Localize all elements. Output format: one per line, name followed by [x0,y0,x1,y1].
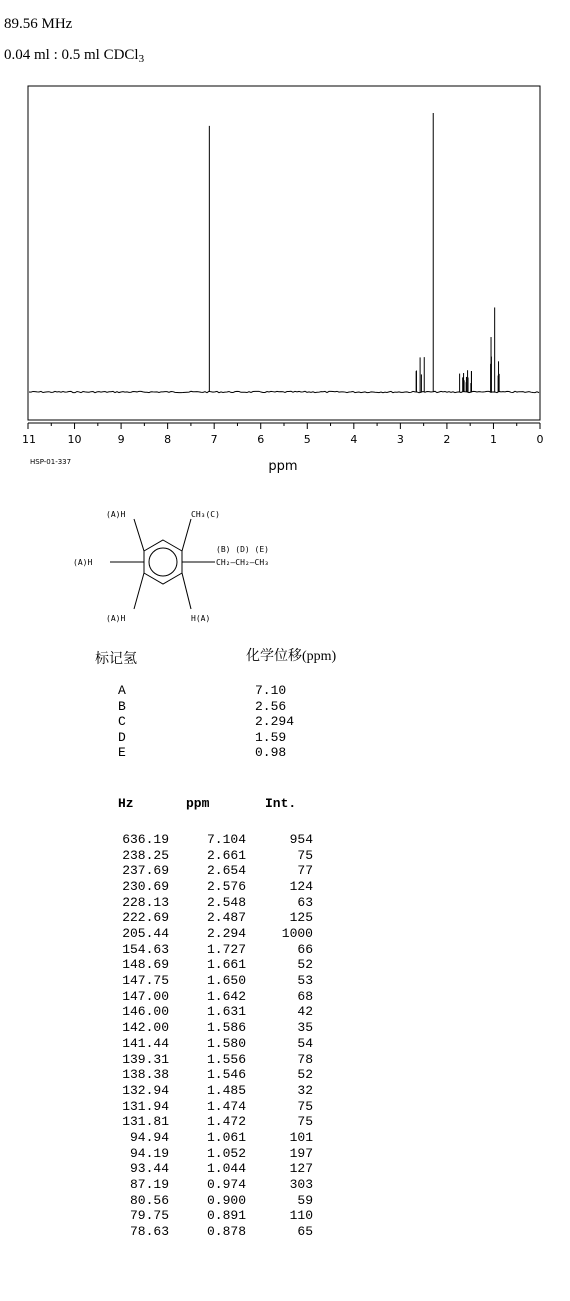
peak-hz: 138.38 [122,1067,169,1083]
peak-int: 954 [289,832,313,847]
axis-ticks [22,423,544,446]
peak-ppm: 0.974 [206,1176,246,1192]
shift-row-label: C [118,714,126,730]
sample-subscript: 3 [138,53,145,65]
peak-int: 125 [289,910,313,926]
peak-ppm: 1.727 [206,941,246,957]
peak-table-header-ppm: ppm [186,796,210,811]
x-tick-label: 0 [536,433,544,446]
peak-ppm: 1.631 [206,1004,246,1020]
benzene-ring [110,519,215,609]
x-tick-label: 2 [443,433,451,446]
peak-hz: 146.00 [122,1004,169,1020]
peak-int: 54 [297,1035,313,1051]
peak-int: 42 [297,1004,313,1020]
peak-ppm: 1.044 [206,1161,246,1177]
x-tick-label: 11 [22,433,36,446]
peak-int: 127 [289,1161,313,1177]
h-label-bottom-left: (A)H [106,614,126,623]
peak-ppm: 1.586 [206,1020,246,1036]
peak-int: 66 [297,941,313,957]
peak-hz: 237.69 [122,863,169,879]
x-tick-label: 8 [164,433,172,446]
shift-row-value: 1.59 [255,729,287,745]
chain-letters: (B) (D) (E) [216,545,269,554]
peak-hz: 222.69 [122,910,169,926]
peak-ppm: 7.104 [206,832,246,847]
peak-int: 110 [289,1208,313,1224]
peak-hz: 228.13 [122,894,169,910]
peak-int: 63 [297,894,313,910]
x-tick-label: 7 [210,433,218,446]
peak-hz: 230.69 [122,879,169,895]
peak-ppm: 1.052 [206,1145,246,1161]
peak-hz: 87.19 [129,1176,169,1192]
peak-ppm: 2.654 [206,863,246,879]
peak-hz: 78.63 [129,1224,169,1239]
peak-int: 197 [289,1145,313,1161]
sample-text: 0.04 ml : 0.5 ml CDCl [4,47,139,63]
peak-ppm: 0.900 [206,1192,246,1208]
h-label-top-left: (A)H [106,510,126,519]
x-tick-label: 5 [303,433,311,446]
peak-ppm: 1.546 [206,1067,246,1083]
peak-hz: 636.19 [122,832,169,847]
peak-int: 77 [297,863,313,879]
shift-row-value: 7.10 [255,683,287,698]
peak-ppm: 2.487 [206,910,246,926]
shift-table-header-label: 标记氢 [95,652,137,667]
x-tick-label: 1 [489,433,497,446]
peak-ppm: 1.472 [206,1114,246,1130]
peak-hz: 238.25 [122,847,169,863]
peak-hz: 147.75 [122,973,169,989]
peak-hz: 139.31 [122,1051,169,1067]
shift-row-value: 0.98 [255,745,287,761]
peak-int: 75 [297,847,313,863]
shift-row-value: 2.56 [255,698,287,714]
peak-ppm: 1.580 [206,1035,246,1051]
peak-int: 32 [297,1082,313,1098]
peak-int: 1000 [281,926,313,942]
peak-ppm: 0.878 [206,1224,246,1239]
peak-int: 59 [297,1192,313,1208]
ch3-label: CH₃(C) [191,510,220,519]
peak-hz: 147.00 [122,988,169,1004]
shift-row-label: B [118,698,126,714]
propyl-chain: CH₂—CH₂—CH₃ [216,558,269,567]
peak-ppm: 1.650 [206,973,246,989]
peak-int: 75 [297,1114,313,1130]
peak-int: 52 [297,957,313,973]
spectrum-id: HSP-01-337 [30,458,72,466]
peak-ppm: 2.548 [206,894,246,910]
peak-ppm: 0.891 [206,1208,246,1224]
peak-ppm: 1.485 [206,1082,246,1098]
shift-table-header-shift: 化学位移(ppm) [246,649,337,664]
peak-hz: 154.63 [122,941,169,957]
peak-int: 52 [297,1067,313,1083]
shift-row-label: D [118,729,126,745]
x-tick-label: 3 [396,433,404,446]
peak-int: 75 [297,1098,313,1114]
peak-hz: 94.94 [129,1129,169,1145]
peak-int: 35 [297,1020,313,1036]
peak-ppm: 1.061 [206,1129,246,1145]
peak-table-header-int: Int. [265,796,297,811]
shift-row-label: E [118,745,126,761]
shift-row-label: A [118,683,126,698]
sample-concentration [4,47,144,64]
shift-row-value: 2.294 [255,714,295,730]
peak-hz: 131.94 [122,1098,169,1114]
peak-ppm: 2.294 [206,926,246,942]
peak-int: 78 [297,1051,313,1067]
x-tick-label: 4 [350,433,358,446]
x-tick-label: 6 [257,433,265,446]
peak-ppm: 1.474 [206,1098,246,1114]
x-tick-label: 9 [117,433,125,446]
peak-int: 101 [289,1129,313,1145]
h-label-bottom-right: H(A) [191,614,211,623]
peak-hz: 79.75 [129,1208,169,1224]
peak-hz: 141.44 [122,1035,169,1051]
peak-int: 65 [297,1224,313,1239]
peak-ppm: 2.661 [206,847,246,863]
x-tick-label: 10 [67,433,82,446]
plot-frame [28,86,540,420]
peak-int: 124 [289,879,313,895]
h-label-left: (A)H [73,558,93,567]
peak-ppm: 2.576 [206,879,246,895]
peak-ppm: 1.661 [206,957,246,973]
x-axis-label: ppm [268,459,298,474]
peak-hz: 80.56 [129,1192,169,1208]
peak-int: 303 [289,1176,313,1192]
peak-int: 68 [297,988,313,1004]
peak-hz: 131.81 [122,1114,169,1130]
peak-ppm: 1.556 [206,1051,246,1067]
peak-hz: 94.19 [129,1145,169,1161]
spectrometer-frequency: 89.56 MHz [4,16,73,32]
peak-hz: 132.94 [122,1082,169,1098]
nmr-spectrum-chart [0,80,570,480]
peak-ppm: 1.642 [206,988,246,1004]
spectrum-peaks [209,113,499,392]
peak-table-header-hz: Hz [118,796,134,811]
peak-int: 53 [297,973,313,989]
peak-hz: 93.44 [129,1161,169,1177]
peak-hz: 148.69 [122,957,169,973]
peak-hz: 205.44 [122,926,169,942]
molecule-structure [70,503,330,628]
peak-hz: 142.00 [122,1020,169,1036]
